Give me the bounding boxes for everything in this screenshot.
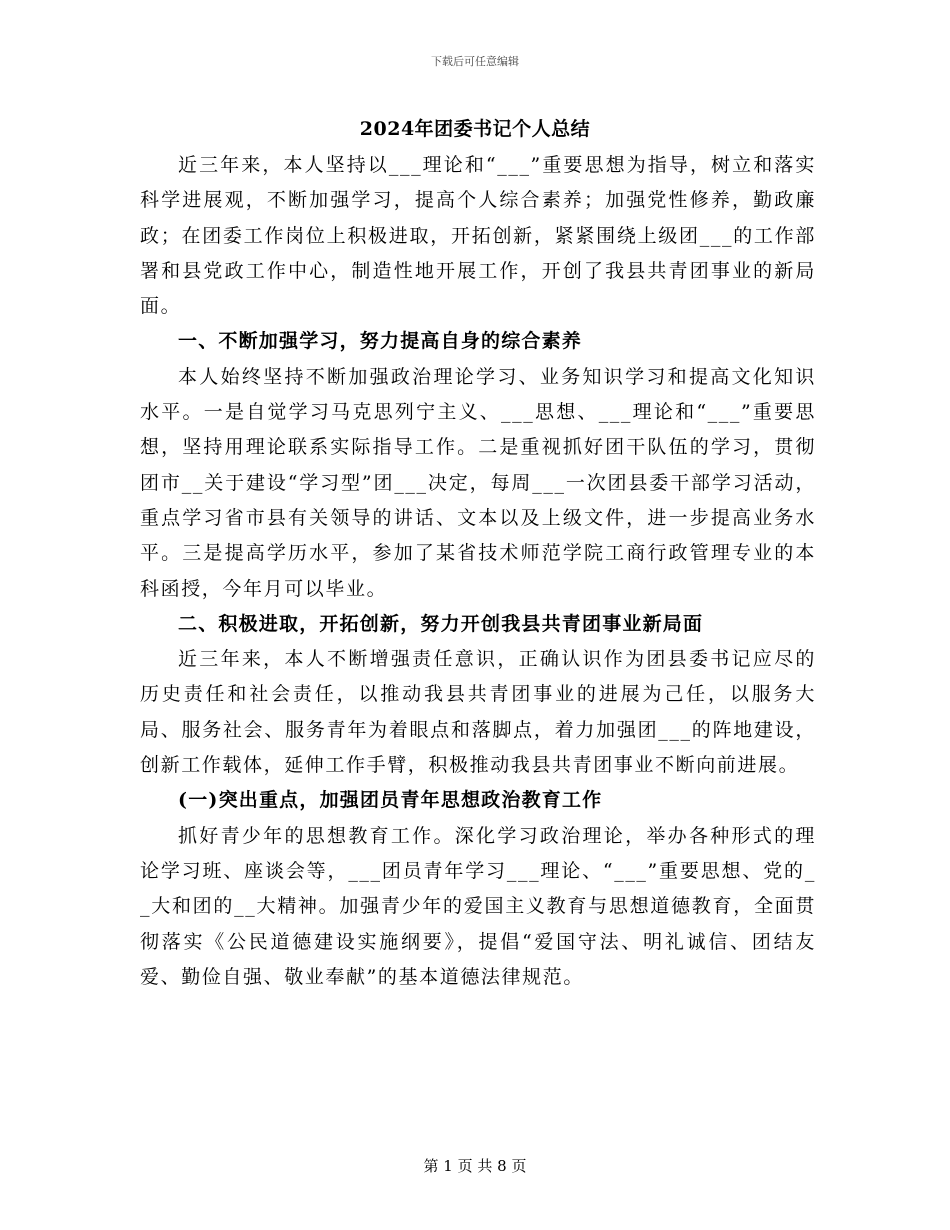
section-1-paragraph: 本人始终坚持不断加强政治理论学习、业务知识学习和提高文化知识水平。一是自觉学习马克思列宁主义、___思想、___理论和“___”重要思想，坚持用理论联系实际指导工作。二是重视抓好团干队伍的学习，贯彻团市__关于建设“学习型”团___决定，每周___一次团县委干部学习活动，重点学习省市县有关领导的讲话、文本以及上级文件，进一步提高业务水平。三是提高学历水平，参加了某省技术师范学院工商行政管理专业的本科函授，今年月可以毕业。 <box>140 365 816 600</box>
section-2-paragraph: 近三年来，本人不断增强责任意识，正确认识作为团县委书记应尽的历史责任和社会责任，以推动我县共青团事业的进展为己任，以服务大局、服务社会、服务青年为着眼点和落脚点，着力加强团___的阵地建设，创新工作载体，延伸工作手臂，积极推动我县共青团事业不断向前进展。 <box>140 648 816 777</box>
page-number: 第 1 页 共 8 页 <box>423 1157 527 1175</box>
page-header-note: 下载后可任意编辑 <box>431 55 519 68</box>
section-heading-2: 二、积极进取，开拓创新，努力开创我县共青团事业新局面 <box>178 612 704 635</box>
section-heading-1: 一、不断加强学习，努力提高自身的综合素养 <box>178 330 583 353</box>
intro-paragraph: 近三年来，本人坚持以___理论和“___”重要思想为指导，树立和落实科学进展观，不断加强学习，提高个人综合素养；加强党性修养，勤政廉政；在团委工作岗位上积极进取，开拓创新，紧紧围绕上级团___的工作部署和县党政工作中心，制造性地开展工作，开创了我县共青团事业的新局面。 <box>140 154 816 318</box>
subsection-1-paragraph: 抓好青少年的思想教育工作。深化学习政治理论，举办各种形式的理论学习班、座谈会等，___团员青年学习___理论、“___”重要思想、党的__大和团的__大精神。加强青少年的爱国主义教育与思想道德教育，全面贯彻落实《公民道德建设实施纲要》，提倡“爱国守法、明礼诚信、团结友爱、勤俭自强、敬业奉献”的基本道德法律规范。 <box>140 824 816 988</box>
subsection-heading-1: (一)突出重点，加强团员青年思想政治教育工作 <box>178 789 603 812</box>
document-title: 2024年团委书记个人总结 <box>359 118 591 140</box>
document-body <box>140 148 816 995</box>
